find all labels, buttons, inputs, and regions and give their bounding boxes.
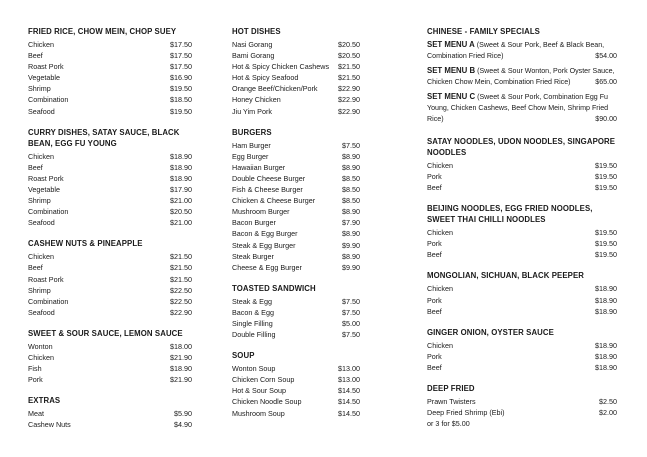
- item-name: Fish: [28, 364, 42, 374]
- item-name: Pork: [28, 375, 43, 385]
- menu-section: [28, 127, 192, 229]
- menu-section: [232, 26, 360, 117]
- menu-item: [232, 262, 360, 273]
- section-title: TOASTED SANDWICH: [232, 283, 316, 293]
- item-name: Chicken & Cheese Burger: [232, 196, 316, 206]
- item-name: Chicken: [427, 284, 453, 294]
- item-name: Steak & Egg: [232, 296, 272, 306]
- menu-item: [232, 106, 360, 117]
- item-price: $18.90: [595, 362, 617, 372]
- menu-item: [28, 274, 192, 285]
- item-price: $7.90: [342, 218, 360, 228]
- item-price: $21.50: [170, 252, 192, 262]
- item-price: $9.90: [342, 240, 360, 250]
- menu-item: [427, 362, 617, 373]
- menu-item: [232, 206, 360, 217]
- item-name: Pork: [427, 171, 442, 181]
- item-name: Chicken: [28, 151, 54, 161]
- item-price: $19.50: [595, 160, 617, 170]
- item-name: Pork: [427, 351, 442, 361]
- item-price: $18.90: [170, 162, 192, 172]
- set-menu-price: $65.00: [595, 78, 617, 87]
- item-name: Pork: [427, 295, 442, 305]
- item-name: Shrimp: [28, 196, 51, 206]
- item-price: $14.50: [338, 386, 360, 396]
- item-name: Seafood: [28, 218, 55, 228]
- item-name: Roast Pork: [28, 274, 64, 284]
- item-name: Fish & Cheese Burger: [232, 185, 303, 195]
- menu-item: [427, 182, 617, 193]
- item-price: $8.90: [342, 151, 360, 161]
- menu-item: [427, 171, 617, 182]
- item-name: Shrimp: [28, 84, 51, 94]
- menu-item: [232, 217, 360, 228]
- item-price: $8.90: [342, 207, 360, 217]
- item-price: $22.90: [338, 84, 360, 94]
- menu-item: [232, 140, 360, 151]
- menu-item: [427, 283, 617, 294]
- item-price: $18.00: [170, 341, 192, 351]
- menu-item: [232, 251, 360, 262]
- item-price: $8.90: [342, 251, 360, 261]
- item-name: Vegetable: [28, 73, 60, 83]
- menu-item: [28, 363, 192, 374]
- section-title: SATAY NOODLES, UDON NOODLES, SINGAPORE NOODLES: [427, 136, 616, 157]
- item-name: Beef: [427, 362, 442, 372]
- menu-item: [232, 72, 360, 83]
- item-price: $18.90: [170, 151, 192, 161]
- menu-item: [232, 83, 360, 94]
- item-price: $8.50: [342, 185, 360, 195]
- menu-item: [232, 61, 360, 72]
- menu-section: [427, 383, 617, 429]
- item-name: Beef: [427, 306, 442, 316]
- item-price: $19.50: [595, 228, 617, 238]
- item-name: Bami Gorang: [232, 51, 275, 61]
- item-price: $22.90: [338, 106, 360, 116]
- set-menu-label: SET MENU B: [427, 65, 476, 75]
- menu-item: [28, 94, 192, 105]
- item-name: Chicken: [427, 228, 453, 238]
- item-name: Beef: [427, 250, 442, 260]
- item-price: $20.50: [338, 51, 360, 61]
- item-price: $14.50: [338, 397, 360, 407]
- item-price: $2.50: [599, 396, 617, 406]
- item-price: $8.50: [342, 173, 360, 183]
- family-specials-section: [427, 26, 617, 126]
- menu-item: [28, 408, 192, 419]
- menu-section: [28, 395, 192, 430]
- menu-item: [232, 184, 360, 195]
- item-price: $2.00: [599, 408, 617, 418]
- item-price: $21.50: [338, 73, 360, 83]
- item-name: Egg Burger: [232, 151, 269, 161]
- menu-item: [28, 72, 192, 83]
- menu-item: [427, 340, 617, 351]
- menu-item: [232, 363, 360, 374]
- menu-item: [232, 374, 360, 385]
- item-name: Roast Pork: [28, 62, 64, 72]
- item-price: $7.50: [342, 330, 360, 340]
- menu-item: [28, 39, 192, 50]
- set-menu: [427, 65, 617, 89]
- set-menu: [427, 39, 617, 63]
- item-price: $21.00: [170, 196, 192, 206]
- item-price: $22.90: [170, 307, 192, 317]
- item-name: Seafood: [28, 106, 55, 116]
- menu-item: [427, 227, 617, 238]
- item-price: $19.50: [170, 84, 192, 94]
- item-price: $18.90: [170, 173, 192, 183]
- item-price: $22.50: [170, 285, 192, 295]
- menu-section: [232, 127, 360, 273]
- item-name: Roast Pork: [28, 173, 64, 183]
- section-title: MONGOLIAN, SICHUAN, BLACK PEEPER: [427, 271, 584, 281]
- menu-item: [232, 94, 360, 105]
- item-price: $18.50: [170, 95, 192, 105]
- section-title: DEEP FRIED: [427, 383, 475, 393]
- item-name: Meat: [28, 409, 44, 419]
- menu-item: [232, 39, 360, 50]
- item-price: $17.90: [170, 184, 192, 194]
- section-title: FRIED RICE, CHOW MEIN, CHOP SUEY: [28, 27, 177, 36]
- item-price: $4.90: [174, 420, 192, 430]
- menu-item: [427, 396, 617, 407]
- section-title: SWEET & SOUR SAUCE, LEMON SAUCE: [28, 328, 183, 338]
- item-price: $18.90: [595, 295, 617, 305]
- menu-item: [28, 374, 192, 385]
- item-price: $8.90: [342, 162, 360, 172]
- menu-section: [427, 270, 617, 316]
- item-name: Honey Chicken: [232, 95, 281, 105]
- menu-item: [28, 83, 192, 94]
- menu-item: [28, 195, 192, 206]
- item-price: $20.50: [338, 40, 360, 49]
- menu-item: [232, 329, 360, 340]
- item-name: Chicken Corn Soup: [232, 375, 295, 385]
- menu-column-1: [28, 26, 192, 440]
- item-name: Orange Beef/Chicken/Pork: [232, 84, 318, 94]
- item-price: $17.50: [170, 51, 192, 61]
- item-name: Hawaiian Burger: [232, 162, 286, 172]
- item-name: Hot & Spicy Chicken Cashews: [232, 62, 330, 72]
- item-price: $21.90: [170, 352, 192, 362]
- menu-item: [232, 396, 360, 407]
- item-name: Chicken: [28, 252, 54, 262]
- item-name: Mushroom Burger: [232, 207, 290, 217]
- menu-item: [427, 306, 617, 317]
- item-name: Deep Fried Shrimp (Ebi): [427, 408, 505, 418]
- item-price: $19.50: [595, 250, 617, 260]
- menu-section: [28, 26, 192, 117]
- item-price: $21.50: [338, 62, 360, 72]
- menu-item: [28, 251, 192, 262]
- item-name: Combination: [28, 95, 69, 105]
- menu-item: [28, 173, 192, 184]
- item-price: $5.00: [342, 318, 360, 328]
- menu-item: [232, 408, 360, 419]
- item-name: Double Filling: [232, 330, 276, 340]
- menu-item: [232, 151, 360, 162]
- item-price: $8.50: [342, 196, 360, 206]
- menu-item: [28, 419, 192, 430]
- item-name: Combination: [28, 296, 69, 306]
- item-name: Pork: [427, 239, 442, 249]
- set-menu-label: SET MENU A: [427, 40, 475, 49]
- set-menu: [427, 91, 617, 126]
- item-price: $22.90: [338, 95, 360, 105]
- item-price: $17.50: [170, 40, 192, 49]
- section-title: CURRY DISHES, SATAY SAUCE, BLACK BEAN, EGG FU YOUNG: [28, 127, 180, 148]
- item-name: Cheese & Egg Burger: [232, 262, 302, 272]
- set-menu-description: (Sweet & Sour Pork, Combination Egg Fu Young, Chicken Cashews, Beef Chow Mein, Shrimp Fried Rice): [427, 92, 609, 124]
- section-title: EXTRAS: [28, 396, 61, 406]
- item-name: Wonton: [28, 341, 53, 351]
- item-name: Steak Burger: [232, 251, 274, 261]
- set-menu-price: $54.00: [595, 52, 617, 61]
- item-name: Shrimp: [28, 285, 51, 295]
- item-price: $16.90: [170, 73, 192, 83]
- item-price: $22.50: [170, 296, 192, 306]
- menu-item: [28, 217, 192, 228]
- menu-item: [28, 341, 192, 352]
- menu-section: [427, 327, 617, 373]
- item-name: Chicken: [427, 160, 453, 170]
- item-name: Bacon & Egg: [232, 307, 274, 317]
- item-name: Mushroom Soup: [232, 408, 285, 418]
- item-price: $21.50: [170, 263, 192, 273]
- item-price: $18.90: [595, 351, 617, 361]
- item-price: $19.50: [595, 239, 617, 249]
- item-price: $19.50: [170, 106, 192, 116]
- menu-item: [427, 238, 617, 249]
- menu-item: [28, 352, 192, 363]
- menu-item: [28, 184, 192, 195]
- item-name: Chicken Noodle Soup: [232, 397, 302, 407]
- item-price: $7.50: [342, 307, 360, 317]
- item-name: Vegetable: [28, 184, 60, 194]
- item-price: $5.90: [174, 409, 192, 419]
- item-name: Single Filling: [232, 318, 273, 328]
- section-note: or 3 for $5.00: [427, 419, 470, 429]
- item-name: Jiu Yim Pork: [232, 106, 272, 116]
- set-menu-price: $90.00: [595, 115, 617, 124]
- menu-item: [427, 249, 617, 260]
- menu-item: [28, 307, 192, 318]
- menu-item: [232, 318, 360, 329]
- menu-section: [427, 136, 617, 193]
- section-title: GINGER ONION, OYSTER SAUCE: [427, 327, 554, 337]
- menu-item: [427, 351, 617, 362]
- item-name: Hot & Spicy Seafood: [232, 73, 299, 83]
- menu-section: [232, 283, 360, 340]
- menu-item: [232, 240, 360, 251]
- menu-item: [232, 385, 360, 396]
- item-price: $13.00: [338, 364, 360, 374]
- item-price: $14.50: [338, 408, 360, 418]
- menu-item: [232, 228, 360, 239]
- section-title: HOT DISHES: [232, 27, 281, 36]
- menu-item: [28, 296, 192, 307]
- item-name: Beef: [28, 51, 43, 61]
- section-title: CHINESE - FAMILY SPECIALS: [427, 27, 540, 36]
- menu-section: [28, 328, 192, 385]
- menu-item: [427, 407, 617, 418]
- item-name: Cashew Nuts: [28, 420, 71, 430]
- item-price: $19.50: [595, 183, 617, 193]
- item-name: Hot & Sour Soup: [232, 386, 286, 396]
- section-title: BURGERS: [232, 127, 272, 137]
- item-name: Double Cheese Burger: [232, 173, 306, 183]
- menu-item: [232, 162, 360, 173]
- menu-column-2: [232, 26, 360, 429]
- menu-item: [427, 160, 617, 171]
- item-price: $21.90: [170, 375, 192, 385]
- menu-item: [28, 151, 192, 162]
- item-name: Beef: [427, 183, 442, 193]
- menu-item: [232, 296, 360, 307]
- item-price: $21.50: [170, 274, 192, 284]
- section-title: CASHEW NUTS & PINEAPPLE: [28, 239, 143, 249]
- item-name: Chicken: [427, 340, 453, 350]
- menu-item: [232, 307, 360, 318]
- item-name: Chicken: [28, 352, 54, 362]
- set-menu-description: (Sweet & Sour Pork, Beef & Black Bean, Combination Fried Rice): [427, 41, 605, 61]
- item-name: Wonton Soup: [232, 364, 276, 374]
- menu-item: [232, 173, 360, 184]
- menu-item: [232, 195, 360, 206]
- menu-item: [28, 262, 192, 273]
- item-name: Prawn Twisters: [427, 396, 476, 406]
- item-price: $8.90: [342, 229, 360, 239]
- item-name: Steak & Egg Burger: [232, 240, 296, 250]
- item-price: $20.50: [170, 207, 192, 217]
- menu-item: [28, 206, 192, 217]
- item-name: Beef: [28, 263, 43, 273]
- menu-item: [28, 106, 192, 117]
- menu-column-3: [427, 26, 617, 439]
- item-name: Beef: [28, 162, 43, 172]
- set-menu-label: SET MENU C: [427, 91, 476, 101]
- item-price: $9.90: [342, 262, 360, 272]
- item-name: Bacon & Egg Burger: [232, 229, 298, 239]
- menu-item: [232, 50, 360, 61]
- menu-section: [28, 238, 192, 318]
- menu-item: [28, 61, 192, 72]
- item-price: $19.50: [595, 171, 617, 181]
- menu-section: [232, 350, 360, 418]
- menu-section: [427, 203, 617, 260]
- item-price: $18.90: [595, 340, 617, 350]
- item-price: $7.50: [342, 296, 360, 306]
- section-title: BEIJING NOODLES, EGG FRIED NOODLES, SWEET THAI CHILLI NOODLES: [427, 204, 593, 225]
- item-name: Seafood: [28, 307, 55, 317]
- item-name: Ham Burger: [232, 140, 271, 150]
- menu-item: [427, 295, 617, 306]
- item-price: $18.90: [595, 306, 617, 316]
- item-price: $21.00: [170, 218, 192, 228]
- set-menu-description: (Sweet & Sour Wonton, Pork Oyster Sauce, Chicken Chow Mein, Combination Fried Rice): [427, 66, 615, 87]
- item-price: $17.50: [170, 62, 192, 72]
- item-price: $18.90: [170, 364, 192, 374]
- menu-item: [28, 50, 192, 61]
- item-name: Nasi Gorang: [232, 40, 273, 49]
- item-price: $18.90: [595, 284, 617, 294]
- item-price: $13.00: [338, 375, 360, 385]
- item-price: $7.50: [342, 140, 360, 150]
- item-name: Bacon Burger: [232, 218, 276, 228]
- item-name: Combination: [28, 207, 69, 217]
- menu-item: [28, 162, 192, 173]
- section-title: SOUP: [232, 351, 255, 361]
- menu-item: [28, 285, 192, 296]
- item-name: Chicken: [28, 40, 54, 49]
